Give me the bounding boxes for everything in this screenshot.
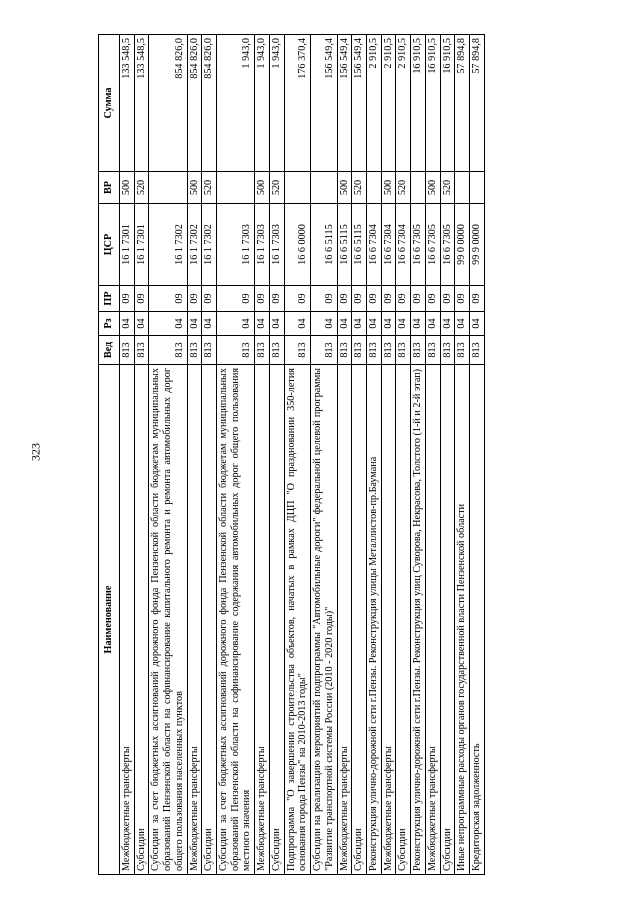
cell-csr: 16 6 5115 bbox=[352, 204, 367, 286]
cell-csr: 16 6 7304 bbox=[396, 204, 411, 286]
cell-pr: 09 bbox=[425, 286, 440, 312]
cell-name: Межбюджетные трансферты bbox=[187, 365, 202, 875]
cell-ved: 813 bbox=[149, 336, 187, 365]
cell-pr: 09 bbox=[217, 286, 255, 312]
cell-ved: 813 bbox=[381, 336, 396, 365]
header-ved: Вед bbox=[99, 336, 120, 365]
cell-name: Субсидии за счет бюджетных ассигнований дорожного фонда Пензенской области бюджетам муниципальных образований Пензенской области на софинансирование содержания автомобильных дорог общего пользования местного значения bbox=[217, 365, 255, 875]
cell-csr: 16 1 7302 bbox=[202, 204, 217, 286]
cell-name: Субсидии bbox=[134, 365, 149, 875]
cell-name: Реконструкция улично-дорожной сети г.Пензы. Реконструкция улиц Суворова, Некрасова, Толстого (1-й и 2-й этап) bbox=[411, 365, 426, 875]
cell-sum: 2 910,5 bbox=[381, 35, 396, 172]
cell-rz: 04 bbox=[202, 312, 217, 336]
cell-vr: 500 bbox=[381, 172, 396, 204]
cell-pr: 09 bbox=[352, 286, 367, 312]
table-row bbox=[366, 35, 381, 875]
cell-ved: 813 bbox=[366, 336, 381, 365]
table-row bbox=[411, 35, 426, 875]
cell-rz: 04 bbox=[217, 312, 255, 336]
cell-csr: 16 1 7303 bbox=[255, 204, 270, 286]
cell-vr bbox=[284, 172, 310, 204]
cell-sum: 1 943,0 bbox=[217, 35, 255, 172]
header-row bbox=[99, 35, 120, 875]
cell-pr: 09 bbox=[284, 286, 310, 312]
cell-sum: 2 910,5 bbox=[366, 35, 381, 172]
cell-pr: 09 bbox=[469, 286, 484, 312]
cell-sum: 156 549,4 bbox=[352, 35, 367, 172]
cell-csr: 16 1 7303 bbox=[269, 204, 284, 286]
cell-csr: 16 1 7302 bbox=[187, 204, 202, 286]
header-csr: ЦСР bbox=[99, 204, 120, 286]
cell-pr: 09 bbox=[187, 286, 202, 312]
cell-name: Субсидии на реализацию мероприятий подпрограммы "Автомобильные дороги" федеральной целевой программы "Развитие транспортной системы России (2010 - 2020 годы)" bbox=[311, 365, 337, 875]
cell-sum: 156 549,4 bbox=[337, 35, 352, 172]
header-vr: ВР bbox=[99, 172, 120, 204]
cell-csr: 16 6 5115 bbox=[311, 204, 337, 286]
cell-vr: 500 bbox=[255, 172, 270, 204]
cell-ved: 813 bbox=[134, 336, 149, 365]
cell-vr: 520 bbox=[440, 172, 455, 204]
cell-csr: 16 6 5115 bbox=[337, 204, 352, 286]
cell-rz: 04 bbox=[396, 312, 411, 336]
cell-ved: 813 bbox=[202, 336, 217, 365]
cell-ved: 813 bbox=[337, 336, 352, 365]
cell-sum: 1 943,0 bbox=[255, 35, 270, 172]
cell-name: Межбюджетные трансферты bbox=[120, 365, 135, 875]
table-row bbox=[455, 35, 470, 875]
table-row bbox=[217, 35, 255, 875]
cell-name: Кредиторская задолженность bbox=[469, 365, 484, 875]
cell-sum: 854 826,0 bbox=[149, 35, 187, 172]
cell-csr: 16 6 7305 bbox=[411, 204, 426, 286]
cell-sum: 133 548,5 bbox=[134, 35, 149, 172]
cell-pr: 09 bbox=[149, 286, 187, 312]
cell-vr: 500 bbox=[120, 172, 135, 204]
cell-rz: 04 bbox=[425, 312, 440, 336]
cell-ved: 813 bbox=[120, 336, 135, 365]
cell-vr: 500 bbox=[337, 172, 352, 204]
cell-name: Субсидии bbox=[352, 365, 367, 875]
table-row bbox=[425, 35, 440, 875]
header-sum: Сумма bbox=[99, 35, 120, 172]
header-pr: ПР bbox=[99, 286, 120, 312]
table-row bbox=[381, 35, 396, 875]
cell-rz: 04 bbox=[269, 312, 284, 336]
page-number: 323 bbox=[28, 443, 43, 461]
rotated-table-container bbox=[98, 35, 554, 875]
cell-name: Межбюджетные трансферты bbox=[381, 365, 396, 875]
cell-csr: 16 6 7305 bbox=[440, 204, 455, 286]
cell-vr: 500 bbox=[425, 172, 440, 204]
cell-vr: 520 bbox=[396, 172, 411, 204]
cell-pr: 09 bbox=[396, 286, 411, 312]
cell-ved: 813 bbox=[217, 336, 255, 365]
cell-sum: 176 370,4 bbox=[284, 35, 310, 172]
cell-pr: 09 bbox=[381, 286, 396, 312]
cell-rz: 04 bbox=[337, 312, 352, 336]
cell-rz: 04 bbox=[187, 312, 202, 336]
cell-ved: 813 bbox=[469, 336, 484, 365]
table-row bbox=[352, 35, 367, 875]
cell-csr: 16 1 7301 bbox=[120, 204, 135, 286]
cell-rz: 04 bbox=[440, 312, 455, 336]
cell-pr: 09 bbox=[455, 286, 470, 312]
cell-csr: 16 6 7304 bbox=[366, 204, 381, 286]
cell-name: Реконструкция улично-дорожной сети г.Пензы. Реконструкция улицы Металлистов-пр.Баумана bbox=[366, 365, 381, 875]
table-row bbox=[311, 35, 337, 875]
cell-ved: 813 bbox=[187, 336, 202, 365]
cell-csr: 16 6 0000 bbox=[284, 204, 310, 286]
cell-vr bbox=[366, 172, 381, 204]
cell-ved: 813 bbox=[284, 336, 310, 365]
cell-name: Межбюджетные трансферты bbox=[425, 365, 440, 875]
cell-rz: 04 bbox=[284, 312, 310, 336]
cell-csr: 16 6 7305 bbox=[425, 204, 440, 286]
table-row bbox=[134, 35, 149, 875]
table-row bbox=[149, 35, 187, 875]
cell-rz: 04 bbox=[134, 312, 149, 336]
cell-rz: 04 bbox=[366, 312, 381, 336]
cell-rz: 04 bbox=[255, 312, 270, 336]
cell-pr: 09 bbox=[337, 286, 352, 312]
cell-name: Иные непрограммные расходы органов государственной власти Пензенской области bbox=[455, 365, 470, 875]
cell-name: Субсидии bbox=[202, 365, 217, 875]
cell-vr bbox=[411, 172, 426, 204]
cell-ved: 813 bbox=[411, 336, 426, 365]
cell-name: Межбюджетные трансферты bbox=[255, 365, 270, 875]
cell-sum: 854 826,0 bbox=[202, 35, 217, 172]
table-row bbox=[120, 35, 135, 875]
budget-table bbox=[98, 34, 485, 875]
cell-ved: 813 bbox=[311, 336, 337, 365]
cell-rz: 04 bbox=[352, 312, 367, 336]
cell-csr: 16 1 7301 bbox=[134, 204, 149, 286]
cell-sum: 16 910,5 bbox=[425, 35, 440, 172]
table-header bbox=[99, 35, 120, 875]
cell-sum: 2 910,5 bbox=[396, 35, 411, 172]
cell-pr: 09 bbox=[366, 286, 381, 312]
cell-csr: 99 0 0000 bbox=[455, 204, 470, 286]
cell-vr: 500 bbox=[187, 172, 202, 204]
cell-ved: 813 bbox=[455, 336, 470, 365]
cell-rz: 04 bbox=[411, 312, 426, 336]
table-row bbox=[469, 35, 484, 875]
cell-name: Субсидии bbox=[440, 365, 455, 875]
cell-rz: 04 bbox=[149, 312, 187, 336]
cell-csr: 99 9 0000 bbox=[469, 204, 484, 286]
cell-ved: 813 bbox=[255, 336, 270, 365]
cell-name: Субсидии bbox=[396, 365, 411, 875]
cell-sum: 16 910,5 bbox=[440, 35, 455, 172]
cell-sum: 16 910,5 bbox=[411, 35, 426, 172]
table-row bbox=[396, 35, 411, 875]
cell-vr: 520 bbox=[202, 172, 217, 204]
table-row bbox=[202, 35, 217, 875]
cell-pr: 09 bbox=[134, 286, 149, 312]
cell-ved: 813 bbox=[425, 336, 440, 365]
header-rz: Рз bbox=[99, 312, 120, 336]
cell-name: Субсидии bbox=[269, 365, 284, 875]
cell-pr: 09 bbox=[311, 286, 337, 312]
cell-csr: 16 1 7302 bbox=[149, 204, 187, 286]
cell-ved: 813 bbox=[440, 336, 455, 365]
cell-rz: 04 bbox=[381, 312, 396, 336]
cell-pr: 09 bbox=[411, 286, 426, 312]
cell-ved: 813 bbox=[352, 336, 367, 365]
cell-rz: 04 bbox=[469, 312, 484, 336]
cell-vr bbox=[455, 172, 470, 204]
cell-vr bbox=[469, 172, 484, 204]
cell-name: Субсидии за счет бюджетных ассигнований дорожного фонда Пензенской области бюджетам муниципальных образований Пензенской области на софинансирование капитального ремонта и ремонта автомобильных дорог общего пользования населенных пунктов bbox=[149, 365, 187, 875]
cell-sum: 854 826,0 bbox=[187, 35, 202, 172]
cell-pr: 09 bbox=[120, 286, 135, 312]
cell-sum: 156 549,4 bbox=[311, 35, 337, 172]
cell-vr: 520 bbox=[134, 172, 149, 204]
cell-csr: 16 1 7303 bbox=[217, 204, 255, 286]
table-row bbox=[255, 35, 270, 875]
cell-vr bbox=[311, 172, 337, 204]
cell-pr: 09 bbox=[440, 286, 455, 312]
table-row bbox=[440, 35, 455, 875]
table-row bbox=[337, 35, 352, 875]
table-row bbox=[187, 35, 202, 875]
cell-sum: 133 548,5 bbox=[120, 35, 135, 172]
cell-rz: 04 bbox=[311, 312, 337, 336]
cell-pr: 09 bbox=[255, 286, 270, 312]
cell-ved: 813 bbox=[269, 336, 284, 365]
cell-vr bbox=[149, 172, 187, 204]
cell-sum: 57 894,8 bbox=[455, 35, 470, 172]
cell-rz: 04 bbox=[120, 312, 135, 336]
cell-sum: 57 894,8 bbox=[469, 35, 484, 172]
cell-name: Подпрограмма "О завершении строительства объектов, начатых в рамках ДЦП "О праздновании 350-летия основания города Пензы" на 2010-2013 годы" bbox=[284, 365, 310, 875]
table-row bbox=[284, 35, 310, 875]
cell-csr: 16 6 7304 bbox=[381, 204, 396, 286]
cell-pr: 09 bbox=[269, 286, 284, 312]
cell-vr bbox=[217, 172, 255, 204]
table-body bbox=[120, 35, 485, 875]
cell-pr: 09 bbox=[202, 286, 217, 312]
cell-sum: 1 943,0 bbox=[269, 35, 284, 172]
cell-name: Межбюджетные трансферты bbox=[337, 365, 352, 875]
table-row bbox=[269, 35, 284, 875]
cell-vr: 520 bbox=[269, 172, 284, 204]
header-name: Наименование bbox=[99, 365, 120, 875]
cell-ved: 813 bbox=[396, 336, 411, 365]
cell-vr: 520 bbox=[352, 172, 367, 204]
cell-rz: 04 bbox=[455, 312, 470, 336]
